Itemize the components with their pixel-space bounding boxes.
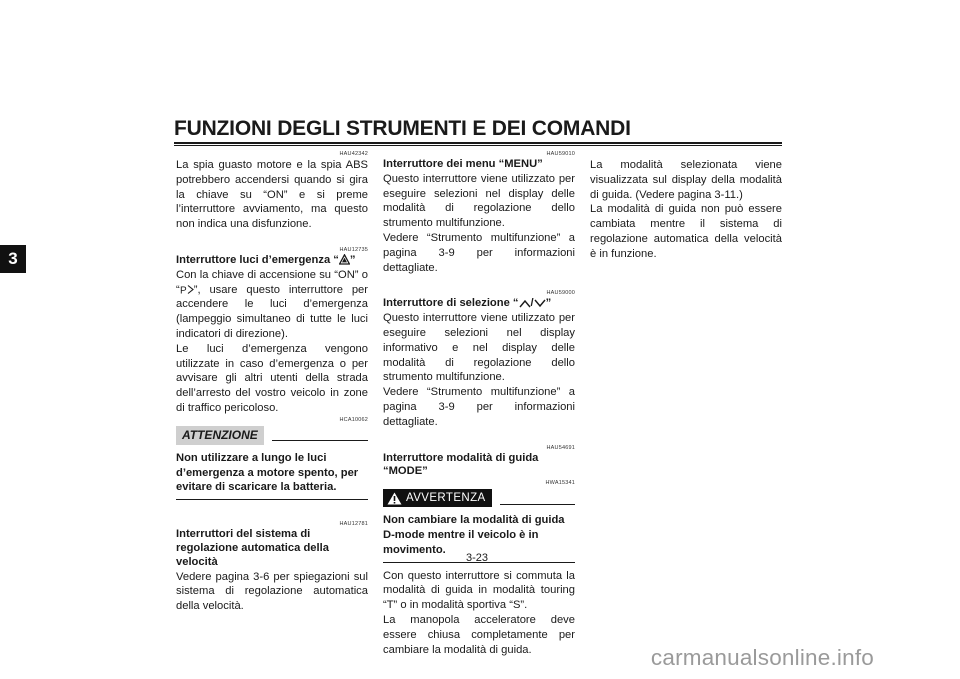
attention-label: ATTENZIONE (176, 426, 264, 445)
chevron-down-icon (534, 299, 546, 308)
warning-label: AVVERTENZA (406, 492, 486, 505)
chevron-up-icon (519, 299, 531, 308)
paragraph-mode-throttle: La manopola acceleratore deve essere chiusa completamente per cambiare la modalità di guida. (383, 613, 575, 656)
section-code: HAU59010 (546, 151, 575, 157)
section-code: HAU12781 (339, 521, 368, 528)
section-code: HAU59000 (546, 290, 575, 297)
heading-hazard-switch: Interruttore luci d’emergenza “ ” (176, 253, 356, 266)
column-3 (590, 158, 782, 262)
parking-key-icon (180, 284, 194, 295)
section-code: HWA15341 (545, 480, 575, 487)
paragraph-hazard-purpose: Le luci d’emergenza vengono utilizzate in caso d’emergenza o per avvisare gli altri utenti della strada dell’arresto del vostro veicolo in zone di traffico pericoloso. (176, 342, 368, 414)
watermark: carmanualsonline.info (650, 645, 874, 670)
warning-rule (500, 492, 575, 505)
paragraph-cruise-control: Vedere pagina 3-6 per spiegazioni sul sistema di regolazione automatica della velocità. (176, 570, 368, 613)
header-rule (174, 142, 782, 144)
paragraph-mode-usage: Con questo interruttore si commuta la modalità di guida in modalità touring “T” o in modalità sportiva “S”. (383, 569, 575, 612)
heading-cruise-control: Interruttori del sistema di regolazione automatica della velocità (176, 528, 329, 568)
page-title: FUNZIONI DEGLI STRUMENTI E DEI COMANDI (174, 117, 631, 140)
chapter-tab: 3 (0, 245, 26, 273)
warning-triangle-icon (387, 492, 402, 505)
heading-mode-switch: Interruttore modalità di guida “MODE” (383, 451, 539, 478)
header-rule-thin (174, 145, 782, 146)
heading-select-switch: Interruttore di selezione “ / ” (383, 297, 552, 310)
paragraph-select-reference: Vedere “Strumento multifunzione” a pagina 3-9 per informazioni dettagliate. (383, 386, 575, 428)
section-code: HAU12735 (339, 246, 368, 253)
paragraph-hazard-usage: Con la chiave di accensione su “ON” o “ P ”, usare questo interruttore per accendere le luci d’emergenza (lampeggio simultaneo di tutte le luci indicatori di direzione). (176, 268, 368, 340)
column-1 (176, 150, 368, 614)
svg-text:P: P (179, 285, 187, 295)
column-2 (383, 150, 575, 657)
paragraph-mode-display: La modalità selezionata viene visualizzata sul display della modalità di guida. (Vedere pagina 3-11.) (590, 159, 782, 201)
attention-text: Non utilizzare a lungo le luci d’emergenza a motore spento, per evitare di scaricare la batteria. (176, 451, 359, 494)
paragraph-engine-warning: La spia guasto motore e la spia ABS potrebbero accendersi quando si gira la chiave su “ON” e si preme l’interruttore avviamento, ma questo non indica una disfunzione. (176, 159, 368, 231)
paragraph-menu-reference: Vedere “Strumento multifunzione” a pagina 3-9 per informazioni dettagliate. (383, 231, 575, 274)
page-number: 3-23 (466, 552, 489, 564)
section-code: HCA10062 (339, 416, 368, 423)
heading-menu-switch: Interruttore dei menu “MENU” (383, 158, 543, 170)
warning-text: Non cambiare la modalità di guida D-mode mentre il veicolo è in movimento. (383, 514, 565, 556)
section-code: HAU42342 (339, 151, 368, 157)
section-code: HAU54691 (546, 444, 575, 451)
paragraph-menu-usage: Questo interruttore viene utilizzato per eseguire selezioni nel display delle modalità di regolazione dello strumento multifunzione. (383, 172, 575, 230)
warning-badge (383, 489, 492, 507)
attention-rule (272, 430, 368, 441)
hazard-triangle-icon (339, 254, 350, 265)
attention-box (176, 426, 368, 500)
paragraph-mode-cruise: La modalità di guida non può essere cambiata mentre il sistema di regolazione automatica della velocità è in funzione. (590, 203, 782, 260)
paragraph-select-usage: Questo interruttore viene utilizzato per eseguire selezioni nel display informativo e nel display delle modalità di regolazione dello strumento multifunzione. (383, 312, 575, 384)
